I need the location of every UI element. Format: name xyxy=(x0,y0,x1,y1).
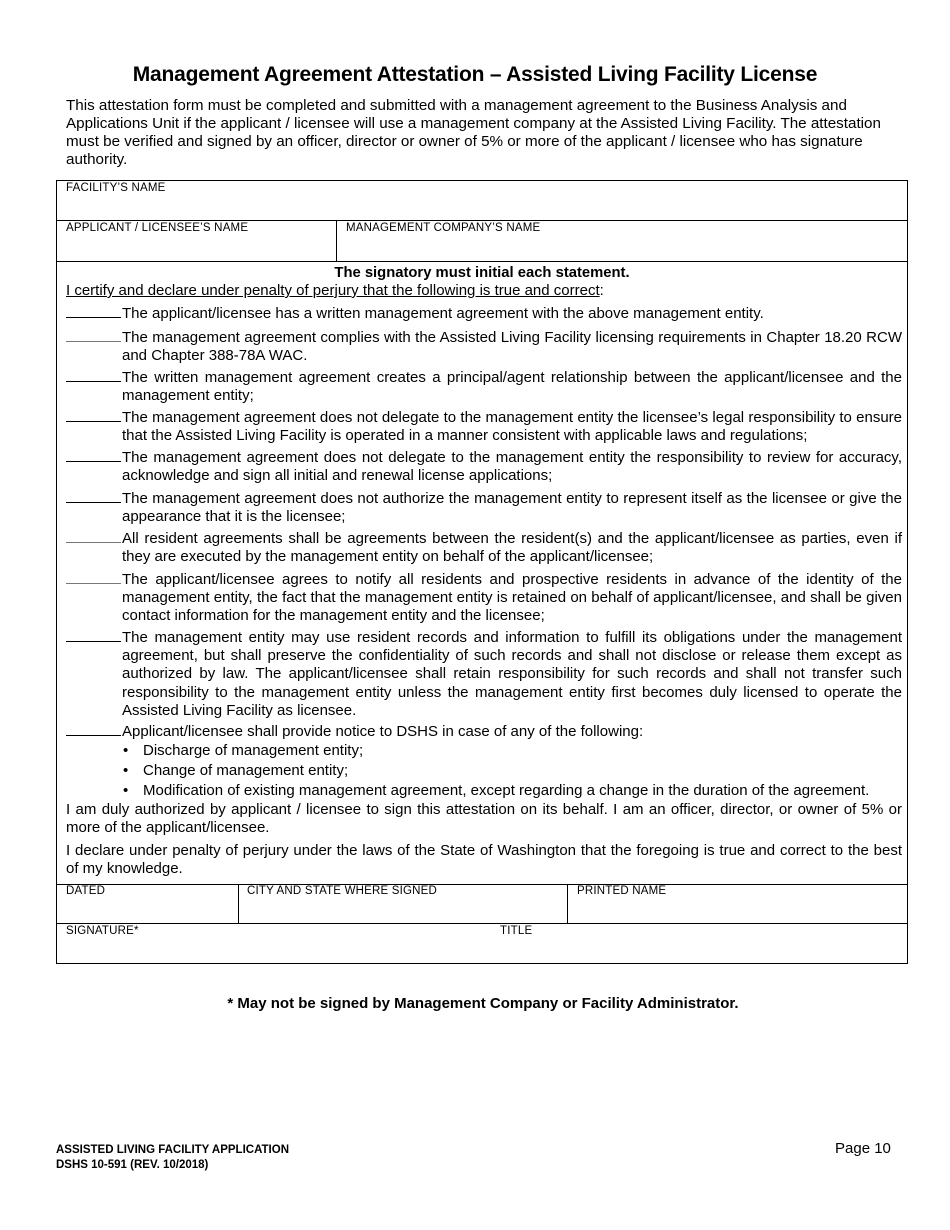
certify-text: I certify and declare under penalty of perjury that the following is true and correct xyxy=(66,282,600,299)
certify-colon: : xyxy=(599,282,604,299)
list-item: • Discharge of management entity; xyxy=(143,741,902,761)
initial-instruction: The signatory must initial each statement. xyxy=(334,265,630,281)
management-company-name-label: MANAGEMENT COMPANY’S NAME xyxy=(346,222,541,234)
initials-blank[interactable] xyxy=(66,369,121,382)
facility-name-label: FACILITY’S NAME xyxy=(66,182,166,194)
initials-blank[interactable] xyxy=(66,629,121,642)
initials-blank[interactable] xyxy=(66,305,121,318)
initials-blank[interactable] xyxy=(66,449,121,462)
footnote: * May not be signed by Management Company or Facility Administrator. xyxy=(227,995,739,1012)
statement-text: The written management agreement creates a principal/agent relationship between the applicant/licensee and the management entity; xyxy=(122,369,902,405)
divider xyxy=(57,261,907,262)
form-number: DSHS 10-591 (REV. 10/2018) xyxy=(56,1159,209,1171)
initials-blank[interactable] xyxy=(66,723,121,736)
notice-list xyxy=(122,741,902,800)
attestation-form xyxy=(56,180,908,964)
signature-label: SIGNATURE* xyxy=(66,925,139,937)
signature-field[interactable] xyxy=(57,924,491,964)
dated-field[interactable] xyxy=(57,884,238,924)
initials-blank[interactable] xyxy=(66,490,121,503)
form-footer xyxy=(56,1143,289,1173)
dated-label: DATED xyxy=(66,885,106,897)
statement-text: The management agreement does not delegate to the management entity the licensee’s legal responsibility to ensure that the Assisted Living Facility is operated in a manner consistent with applicable laws and regulations; xyxy=(122,409,902,445)
list-item: • Modification of existing management agreement, except regarding a change in the duration of the agreement. xyxy=(143,781,902,801)
title-label: TITLE xyxy=(500,925,533,937)
statement-text: The management agreement complies with the Assisted Living Facility licensing requirements in Chapter 18.20 RCW and Chapter 388-78A WAC. xyxy=(122,329,902,365)
printed-name-label: PRINTED NAME xyxy=(577,885,667,897)
statement-text: The applicant/licensee has a written management agreement with the above management entity. xyxy=(122,305,764,322)
certify-line xyxy=(66,282,604,299)
applicant-name-field[interactable] xyxy=(57,221,337,262)
statement-text: The applicant/licensee agrees to notify all residents and prospective residents in advance of the identity of the management entity, the fact that the management entity is retained on behalf of applicant/licensee, and shall be given contact information for the management entity and the licensee; xyxy=(122,571,902,625)
form-name: ASSISTED LIVING FACILITY APPLICATION xyxy=(56,1144,289,1156)
statement-text: The management agreement does not authorize the management entity to represent itself as the licensee or give the appearance that it is the licensee; xyxy=(122,490,902,526)
statement-text: All resident agreements shall be agreements between the resident(s) and the applicant/licensee as parties, even if they are executed by the management entity on behalf of the applicant/licensee; xyxy=(122,530,902,566)
page-title: Management Agreement Attestation – Assisted Living Facility License xyxy=(132,63,818,86)
notice-intro: Applicant/licensee shall provide notice to DSHS in case of any of the following: xyxy=(122,723,644,740)
city-state-label: CITY AND STATE WHERE SIGNED xyxy=(247,885,438,897)
initials-blank[interactable] xyxy=(66,571,121,584)
facility-name-field[interactable] xyxy=(57,181,907,221)
page-number: Page 10 xyxy=(835,1140,891,1157)
intro-paragraph: This attestation form must be completed and submitted with a management agreement to the Business Analysis and Applications Unit if the applicant / licensee will use a management company at the Assisted Living Facility. The attestation must be verified and signed by an officer, director or owner of 5% or more of the applicant / licensee who has signature authority. xyxy=(66,97,881,168)
initials-blank[interactable] xyxy=(66,409,121,422)
initials-blank[interactable] xyxy=(66,329,121,342)
declaration: I declare under penalty of perjury under the laws of the State of Washington that the foregoing is true and correct to the best of my knowledge. xyxy=(66,842,902,878)
city-state-field[interactable] xyxy=(238,884,568,924)
applicant-name-label: APPLICANT / LICENSEE’S NAME xyxy=(66,222,249,234)
statement-text: The management agreement does not delegate to the management entity the responsibility to review for accuracy, acknowledge and sign all initial and renewal license applications; xyxy=(122,449,902,485)
management-company-name-field[interactable] xyxy=(337,221,907,262)
list-item: • Change of management entity; xyxy=(143,761,902,781)
authorized-statement: I am duly authorized by applicant / licensee to sign this attestation on its behalf. I am an officer, director, or owner of 5% or more of the applicant/licensee. xyxy=(66,801,902,837)
statement-text: The management entity may use resident records and information to fulfill its obligations under the management agreement, but shall preserve the confidentiality of such records and shall not disclose or release them except as authorized by law. The applicant/licensee shall retain responsibility for such records and shall not transfer such responsibility to the management entity unless the management entity first becomes duly licensed to operate the Assisted Living Facility as licensee. xyxy=(122,629,902,719)
title-field[interactable] xyxy=(491,924,907,964)
initials-blank[interactable] xyxy=(66,530,121,543)
printed-name-field[interactable] xyxy=(568,884,907,924)
statement-text xyxy=(122,723,902,801)
